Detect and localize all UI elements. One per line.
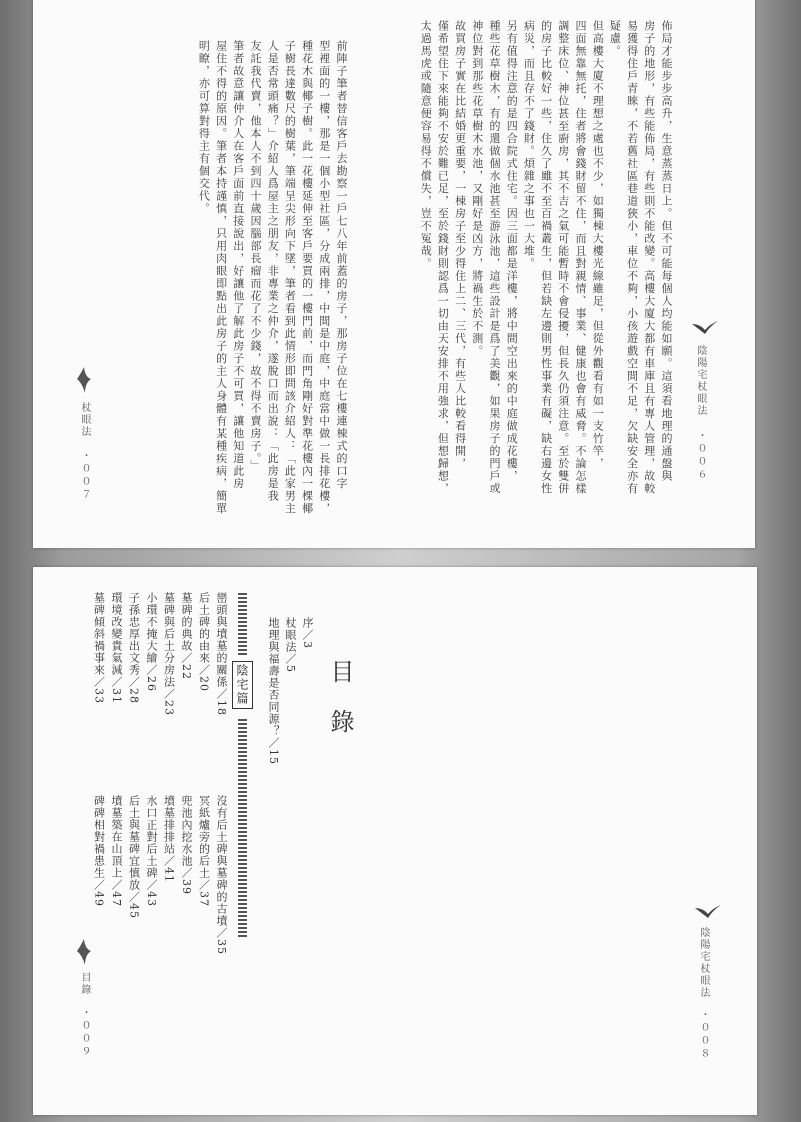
toc-entry[interactable]: 墓碑的典故／22 [180, 592, 193, 680]
seagull-logo-icon [73, 365, 95, 395]
page-number-007: ・００７ [79, 450, 90, 502]
text-column: 佈局才能步步高升，生意蒸蒸日上。但不可能每個人均能如願。這須看地理的通盤與 [660, 20, 673, 483]
text-column: 屋住不得的原因。筆者本持謹慎，只用肉眼即點出此房子的主人身體有某種疾病，簡單 [214, 40, 228, 515]
toc-entry[interactable]: 序／3 [301, 617, 314, 649]
decorative-rule [238, 593, 247, 657]
toc-entry[interactable]: 后土與墓碑宜慎放／45 [127, 795, 141, 919]
section-heading [232, 587, 253, 937]
text-column: 子樹長達數尺的樹葉，筆端呈尖形向下墜，筆者看到此情形即問該介紹人：「此家男主 [283, 40, 297, 515]
page-number-006: ・００６ [695, 430, 706, 482]
toc-entry[interactable]: 碑碑相對禍患生／49 [92, 795, 106, 907]
text-column: 太過馬虎或隨意便容易得不償失，豈不冤哉。 [419, 20, 433, 270]
text-column: 的房子比較好一些，住久了雖不至百禍叢生，但若缺左邊則男性事業有礙，缺右邊女性 [539, 20, 553, 495]
text-column: 房子的地形，有些能佈局，有些則不能改變。高樓大廈大都有車庫且有專人管理，故較 [642, 20, 656, 495]
text-column: 種些花草樹木，有的還做個水池甚至游泳池，這些設計是爲了美觀，如果房子的門戶或 [488, 20, 501, 495]
seagull-logo-icon [73, 937, 95, 967]
running-head-right: 陰陽宅杖眼法 [695, 345, 706, 417]
text-column: 疑慮。 [608, 20, 622, 58]
page-number-008: ・００８ [698, 1009, 709, 1061]
seagull-logo-icon [693, 902, 723, 922]
text-column: 病災，而且存不了錢財。煩雜之事也一大堆。 [522, 20, 536, 270]
toc-entry[interactable]: 子孫忠厚出文秀／28 [127, 592, 141, 704]
toc-entry[interactable]: 墳墓排排站／41 [162, 795, 176, 883]
text-column: 四面無靠無托，住者將會錢財留不住，而且對親情、事業、健康也會有威脅。不論怎樣 [574, 20, 587, 495]
toc-entry[interactable]: 沒有后土碑與墓碑的古墳／35 [215, 795, 228, 955]
text-column: 友託我代賣，他本人不到四十歲因腦部長瘤而花了不少錢，故不得不賣房子。」 [249, 40, 262, 472]
toc-entry[interactable]: 兜池內挖水池／39 [180, 795, 193, 895]
seagull-logo-icon [690, 318, 720, 338]
text-column: 易獲得住戶青睞，不若舊社區巷道狹小，車位不夠，小孩遊戲空間不足，欠缺安全亦有 [625, 20, 639, 495]
text-column: 調整床位、神位甚至廚房，其不吉之氣可能暫時不會侵擾，但長久仍須注意。至於雙併 [556, 20, 570, 495]
toc-title: 目錄 [326, 659, 354, 759]
toc-entry[interactable]: 墓碑傾斜禍事來／33 [92, 592, 106, 704]
text-column: 但高樓大廈不理想之處也不少，如獨棟大樓光線雖足，但從外觀看有如一支竹竿， [591, 20, 605, 470]
running-head-toc: 目錄 [79, 972, 90, 996]
toc-entry[interactable]: 墳墓築在山頂上／47 [110, 795, 123, 907]
text-column: 另有值得注意的是四合院式住宅。因三面都是洋樓，將中間空出來的中庭做成花樓， [505, 20, 519, 483]
book-spread-bottom [33, 567, 757, 1115]
toc-entry[interactable]: 冥紙爐旁的后土／37 [197, 795, 211, 907]
text-column: 筆者故意讓仲介人在客戶面前直接說出，好讓他了解此房子不可買，讓他知道此房 [231, 40, 245, 490]
text-column: 明瞭，亦可算對得主有個交代。 [197, 40, 211, 215]
text-column: 神位對到那些花草樹木水池，又剛好是凶方，將禍生於不測。 [470, 20, 484, 358]
toc-entry[interactable]: 巒頭與墳墓的關係／18 [215, 592, 228, 716]
text-column: 前陣子筆者替信客戶去勘察一戶七八年前蓋的房子，那房子位在七樓連棟式的口字 [335, 40, 348, 490]
running-head-left: 杖眼法 [79, 402, 90, 438]
section-label: 陰宅篇 [232, 661, 253, 709]
text-column: 故買房子實在比結婚更重要，一棟房子至少得住上二、三代，有些人比較看得開， [453, 20, 467, 470]
decorative-rule [238, 719, 247, 937]
page-number-009: ・００９ [79, 1007, 90, 1059]
running-head-right: 陰陽宅杖眼法 [698, 927, 709, 999]
text-column: 種花木與椰子樹。此一花樓延伸至客戶要買的一樓門前，而門角剛好對準花樓內一棵椰 [300, 40, 314, 515]
text-column: 型裡面的一樓，那是一個小型社區，分成兩排，中間是中庭，中庭當中做一長排花樓， [317, 40, 331, 515]
toc-entry[interactable]: 小環不掩大繪／26 [145, 592, 158, 692]
toc-entry[interactable]: 地理與福壽是否同源？／15 [267, 617, 280, 765]
text-column: 人是否常頭痛？」介紹人爲屋主之朋友，非專業之仲介，遂脫口而出說：「此房是我 [266, 40, 280, 503]
toc-entry[interactable]: 杖眼法／5 [284, 617, 297, 673]
toc-entry[interactable]: 后土碑的由來／20 [197, 592, 211, 692]
book-spread-top [33, 0, 755, 548]
toc-entry[interactable]: 墓碑與后土分房法／23 [162, 592, 176, 716]
toc-entry[interactable]: 水口正對后土碑／43 [145, 795, 158, 907]
text-column: 僅希望住下來能夠不安於難已足，至於錢財則認爲一切由天安排不用強求，但想歸想， [436, 20, 450, 495]
toc-entry[interactable]: 環境改變貴氣減／31 [110, 592, 123, 704]
